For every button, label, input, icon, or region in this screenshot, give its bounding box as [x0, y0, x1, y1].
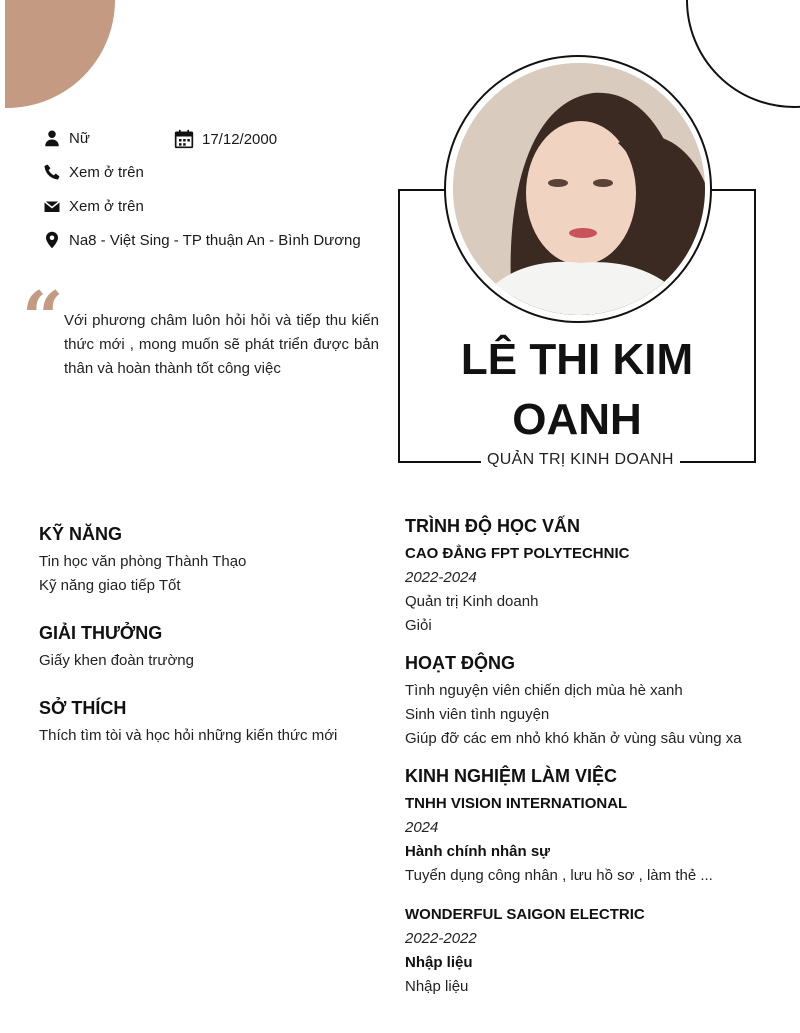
job-desc: Nhập liệu [405, 978, 469, 995]
job-period: 2022-2022 [405, 930, 477, 947]
full-name [420, 330, 734, 450]
decor-circle-top-right [686, 0, 800, 108]
phone-icon [43, 163, 61, 181]
phone-value: Xem ở trên [69, 163, 144, 181]
birthdate-value: 17/12/2000 [202, 130, 278, 148]
quote-mark-icon: “ [22, 275, 64, 360]
education-major: Quản trị Kinh doanh [405, 593, 539, 610]
birthdate-row [174, 129, 277, 149]
email-value: Xem ở trên [69, 197, 144, 215]
envelope-icon [43, 197, 61, 215]
education-period: 2022-2024 [405, 569, 477, 586]
award-item: Giấy khen đoàn trường [39, 652, 194, 669]
gender-value: Nữ [69, 129, 90, 147]
activities-title: HOẠT ĐỘNG [405, 653, 515, 673]
avatar [453, 63, 705, 315]
job-company: WONDERFUL SAIGON ELECTRIC [405, 906, 645, 923]
decor-circle-top-left [5, 0, 115, 108]
avatar-portrait [453, 63, 705, 315]
hobby-item: Thích tìm tòi và học hỏi những kiến thức mới [39, 727, 338, 744]
name-line-1: LÊ THI KIM [460, 335, 694, 384]
education-grade: Giỏi [405, 617, 432, 634]
job-company: TNHH VISION INTERNATIONAL [405, 795, 628, 812]
activity-item: Tình nguyện viên chiến dịch mùa hè xanh [405, 682, 683, 699]
activity-item: Giúp đỡ các em nhỏ khó khăn ở vùng sâu vùng xa [405, 730, 742, 747]
job-title: QUẢN TRỊ KINH DOANH [481, 451, 680, 469]
job-period: 2024 [405, 819, 439, 836]
education-title: TRÌNH ĐỘ HỌC VẤN [405, 516, 580, 536]
experience-title: KINH NGHIỆM LÀM VIỆC [405, 766, 618, 786]
motto-quote: Với phương châm luôn hỏi hỏi và tiếp thu kiến thức mới , mong muốn sẽ phát triển được bản thân và hoàn thành tốt công việc [64, 312, 379, 377]
education-school: CAO ĐẲNG FPT POLYTECHNIC [405, 545, 630, 562]
address-value: Na8 - Việt Sing - TP thuận An - Bình Dương [69, 231, 361, 249]
name-line-2: OANH [512, 395, 642, 444]
activity-item: Sinh viên tình nguyện [405, 706, 550, 723]
job-role: Hành chính nhân sự [405, 843, 551, 860]
gender-row [43, 129, 90, 147]
job-desc: Tuyển dụng công nhân , lưu hồ sơ , làm thẻ ... [405, 867, 713, 884]
skill-item: Kỹ năng giao tiếp Tốt [39, 577, 181, 594]
job-role: Nhập liệu [405, 954, 473, 971]
address-row [43, 231, 361, 249]
hobbies-title: SỞ THÍCH [39, 698, 127, 718]
person-icon [43, 129, 61, 147]
calendar-icon [174, 129, 194, 149]
skills-title: KỸ NĂNG [39, 524, 123, 544]
skill-item: Tin học văn phòng Thành Thạo [39, 553, 247, 570]
email-row [43, 197, 144, 215]
location-pin-icon [43, 231, 61, 249]
phone-row [43, 163, 144, 181]
awards-title: GIẢI THƯỞNG [39, 623, 163, 643]
